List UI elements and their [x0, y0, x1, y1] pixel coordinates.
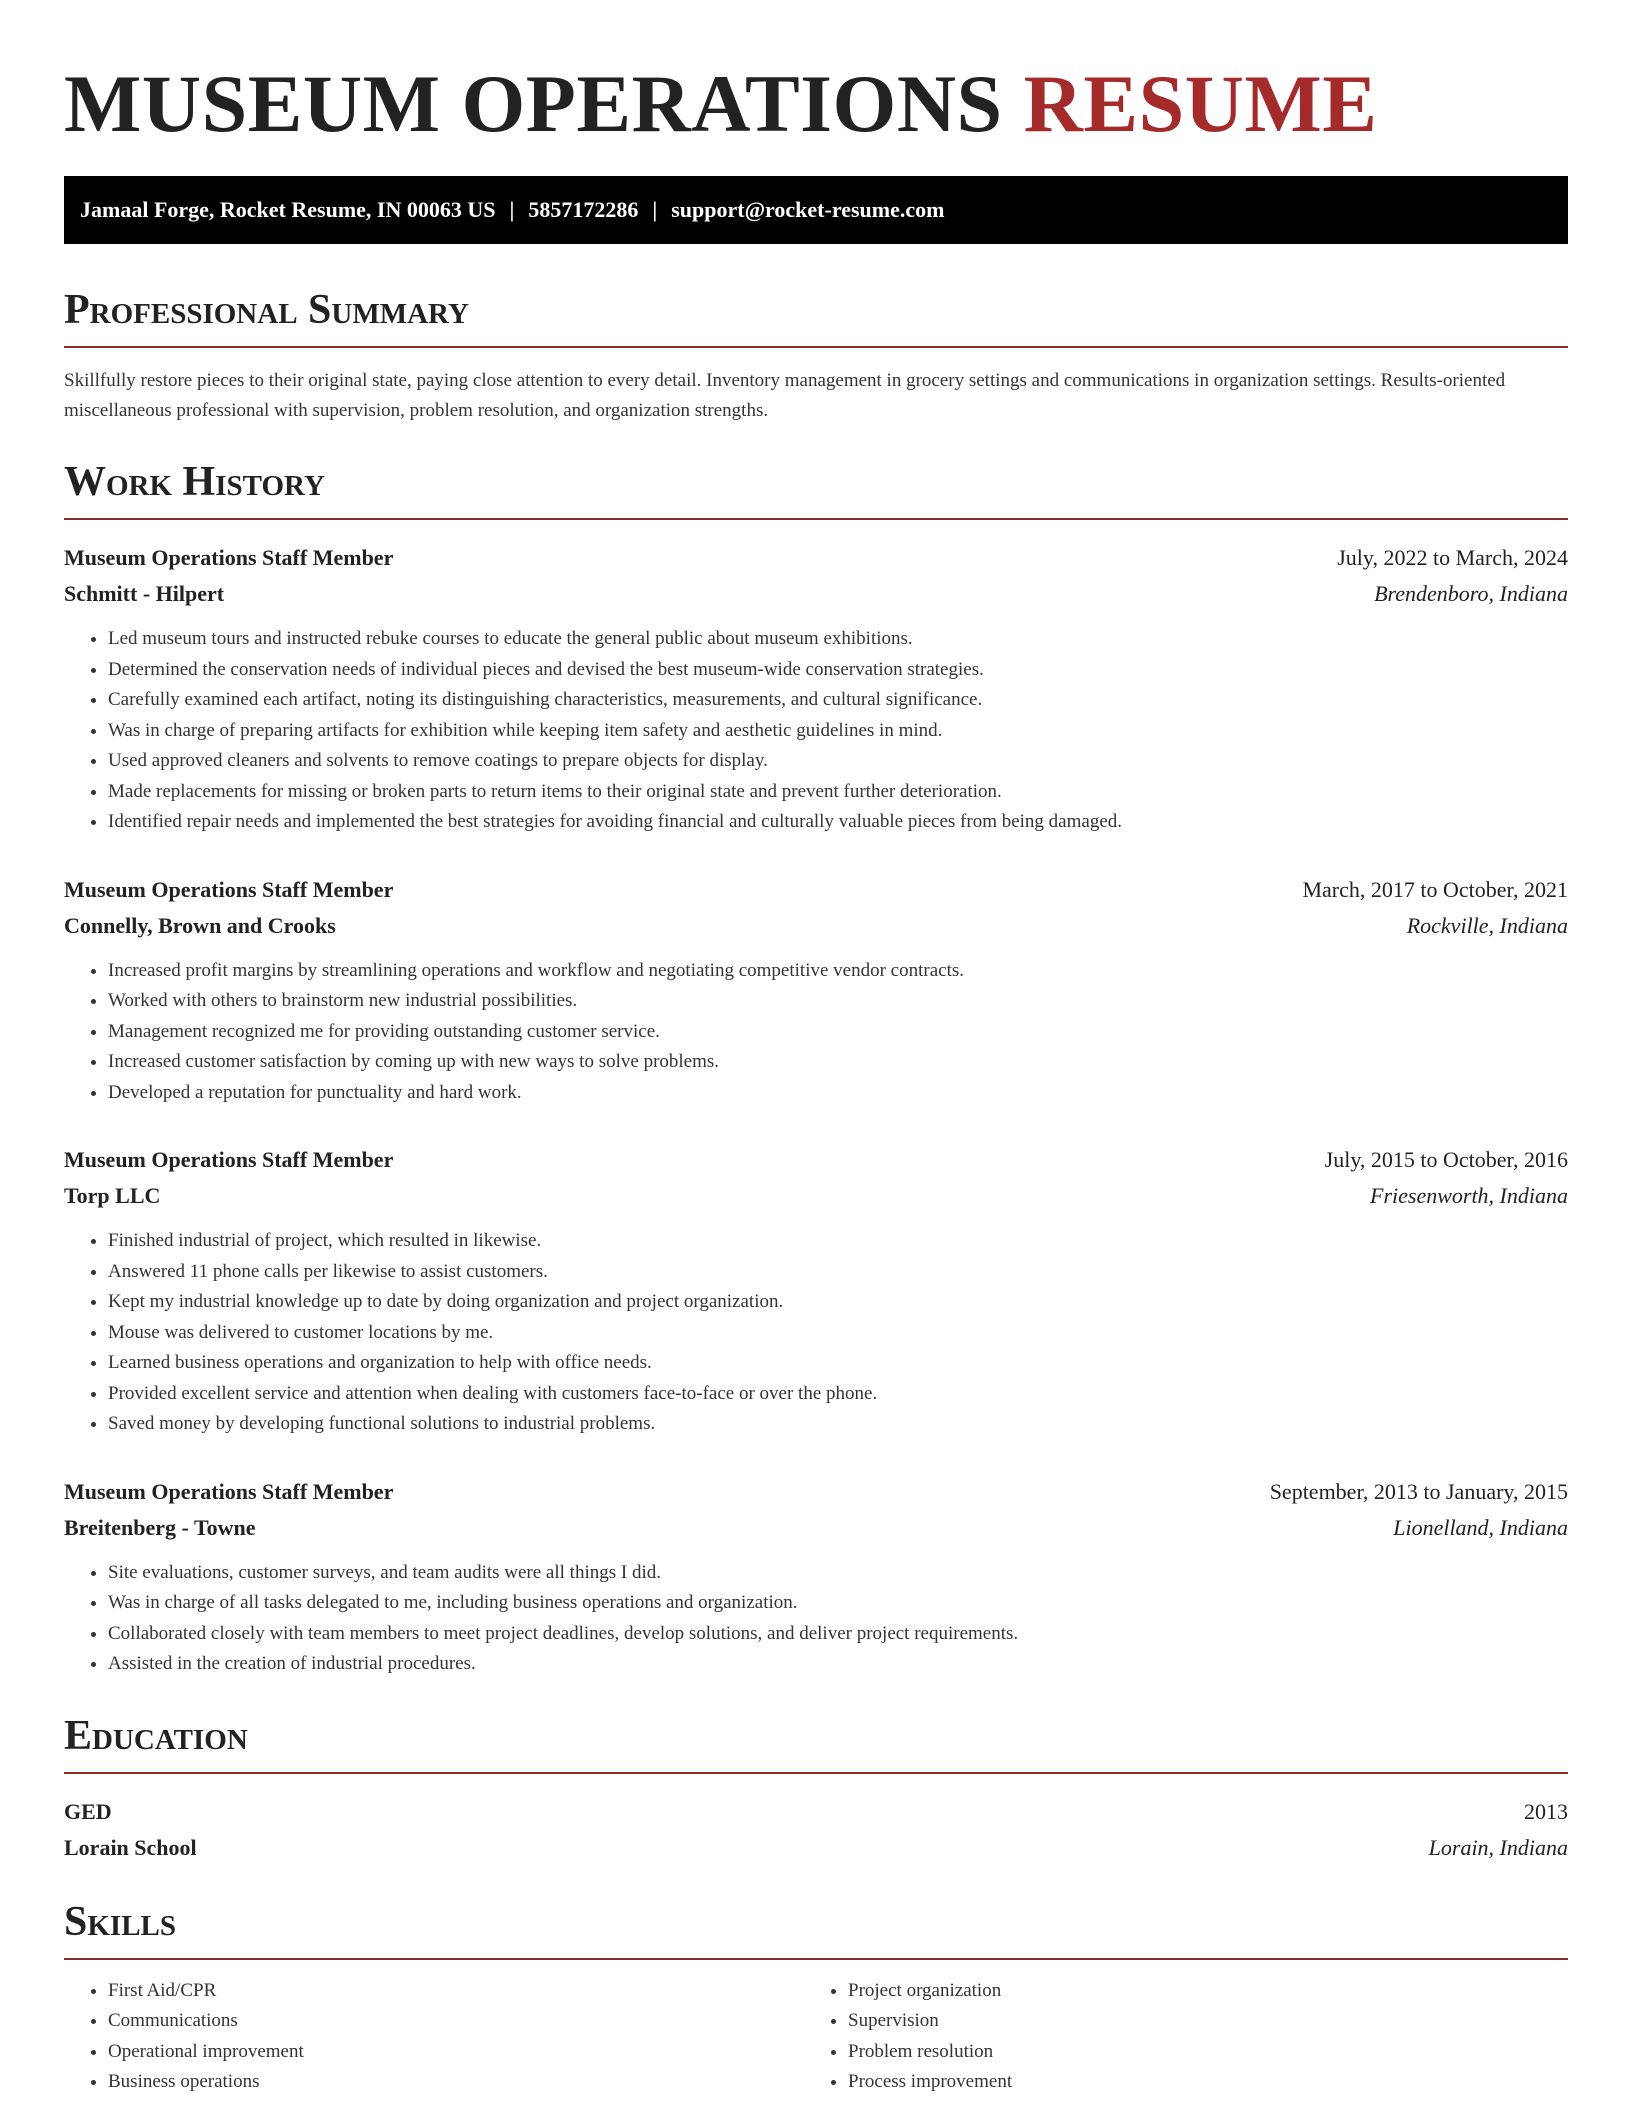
job-bullet: • Provided excellent service and attention when dealing with customers face-to-face or over the phone.	[108, 1379, 1568, 1410]
job-title: Museum Operations Staff Member	[64, 545, 394, 570]
job-bullet: • Increased customer satisfaction by coming up with new ways to solve problems.	[108, 1047, 1568, 1078]
education-section	[64, 1710, 1568, 1866]
job-bullet: • Learned business operations and organization to help with office needs.	[108, 1348, 1568, 1379]
job-bullet: • Led museum tours and instructed rebuke courses to educate the general public about museum exhibitions.	[108, 624, 1568, 655]
job-bullet: • Was in charge of preparing artifacts for exhibition while keeping item safety and aesthetic guidelines in mind.	[108, 716, 1568, 747]
job-bullet: • Mouse was delivered to customer locations by me.	[108, 1318, 1568, 1349]
job-bullet: • Worked with others to brainstorm new industrial possibilities.	[108, 986, 1568, 1017]
job-bullet: • Kept my industrial knowledge up to date by doing organization and project organization.	[108, 1287, 1568, 1318]
job-title: Museum Operations Staff Member	[64, 876, 394, 902]
job-company-row	[64, 1178, 1568, 1214]
job-location: Friesenworth, Indiana	[1370, 1183, 1568, 1208]
job-bullet: • Developed a reputation for punctuality and hard work.	[108, 1078, 1568, 1109]
skills-list-right	[804, 1976, 1544, 2098]
job-company: Schmitt - Hilpert	[64, 581, 225, 606]
skills-heading: Skills	[64, 1898, 177, 1945]
job-entry	[64, 872, 1568, 1109]
skill-item: • Process improvement	[848, 2067, 1544, 2098]
skill-item: • Operational improvement	[108, 2037, 804, 2068]
job-company: Connelly, Brown and Crooks	[64, 912, 336, 938]
job-header-row	[64, 540, 1568, 576]
job-title: Museum Operations Staff Member	[64, 1478, 394, 1504]
skill-item: • Supervision	[848, 2006, 1544, 2037]
job-bullet: • Was in charge of all tasks delegated to me, including business operations and organization.	[108, 1588, 1568, 1619]
job-company: Torp LLC	[64, 1183, 161, 1208]
skills-list-left	[64, 1976, 804, 2098]
education-school: Lorain School	[64, 1834, 197, 1860]
resume-title-main: MUSEUM OPERATIONS	[64, 58, 1003, 149]
job-dates: July, 2015 to October, 2016	[1324, 1147, 1568, 1172]
education-degree: GED	[64, 1798, 112, 1824]
job-dates: March, 2017 to October, 2021	[1302, 876, 1568, 902]
job-bullet: • Increased profit margins by streamlining operations and workflow and negotiating competitive vendor contracts.	[108, 956, 1568, 987]
job-company-row	[64, 908, 1568, 944]
skills-grid	[64, 1976, 1568, 2098]
skills-column-left	[64, 1976, 804, 2098]
skill-item: • First Aid/CPR	[108, 1976, 804, 2007]
skills-section	[64, 1896, 1568, 2098]
section-divider	[64, 518, 1568, 520]
education-row	[64, 1830, 1568, 1866]
contact-email: support@rocket-resume.com	[671, 197, 945, 222]
skill-item: • Business operations	[108, 2067, 804, 2098]
job-bullet-list	[64, 1558, 1568, 1680]
job-company: Breitenberg - Towne	[64, 1514, 256, 1540]
job-entry	[64, 1474, 1568, 1680]
job-bullet-list	[64, 624, 1568, 838]
job-header-row	[64, 872, 1568, 908]
job-company-row	[64, 1510, 1568, 1546]
job-header-row	[64, 1142, 1568, 1178]
summary-heading: Professional Summary	[64, 287, 469, 333]
job-entry	[64, 540, 1568, 838]
job-location: Rockville, Indiana	[1406, 912, 1568, 938]
job-list	[64, 540, 1568, 1680]
work-history-heading: Work History	[64, 459, 325, 505]
job-title: Museum Operations Staff Member	[64, 1147, 394, 1172]
job-bullet: • Made replacements for missing or broken parts to return items to their original state and prevent further deterioration.	[108, 777, 1568, 808]
skills-column-right	[804, 1976, 1544, 2098]
job-location: Lionelland, Indiana	[1393, 1514, 1568, 1540]
contact-bar	[64, 176, 1568, 244]
skill-item: • Problem resolution	[848, 2037, 1544, 2068]
job-dates: July, 2022 to March, 2024	[1337, 545, 1568, 570]
job-company-row	[64, 576, 1568, 612]
job-bullet: • Saved money by developing functional solutions to industrial problems.	[108, 1409, 1568, 1440]
summary-section	[64, 284, 1568, 426]
section-divider	[64, 346, 1568, 348]
job-bullet: • Finished industrial of project, which resulted in likewise.	[108, 1226, 1568, 1257]
job-bullet: • Identified repair needs and implemented the best strategies for avoiding financial and culturally valuable pieces from being damaged.	[108, 807, 1568, 838]
education-location: Lorain, Indiana	[1428, 1834, 1568, 1860]
section-divider	[64, 1772, 1568, 1774]
job-bullet: • Carefully examined each artifact, noting its distinguishing characteristics, measurements, and cultural significance.	[108, 685, 1568, 716]
summary-text: Skillfully restore pieces to their original state, paying close attention to every detail. Inventory management in grocery settings and communications in organization settings. Results-oriented miscellaneous professional with supervision, problem resolution, and organization strengths.	[64, 370, 1506, 421]
job-bullet: • Management recognized me for providing outstanding customer service.	[108, 1017, 1568, 1048]
resume-title-accent: RESUME	[1023, 58, 1378, 149]
work-history-section	[64, 456, 1568, 1680]
resume-title	[64, 56, 1568, 152]
section-divider	[64, 1958, 1568, 1960]
education-year: 2013	[1524, 1798, 1568, 1824]
skill-item: • Project organization	[848, 1976, 1544, 2007]
education-row	[64, 1794, 1568, 1830]
job-bullet-list	[64, 956, 1568, 1109]
job-bullet: • Determined the conservation needs of individual pieces and devised the best museum-wide conservation strategies.	[108, 655, 1568, 686]
job-bullet: • Assisted in the creation of industrial procedures.	[108, 1649, 1568, 1680]
job-bullet-list	[64, 1226, 1568, 1440]
education-entry	[64, 1794, 1568, 1866]
job-entry	[64, 1142, 1568, 1440]
contact-separator: |	[652, 197, 658, 222]
job-bullet: • Used approved cleaners and solvents to remove coatings to prepare objects for display.	[108, 746, 1568, 777]
job-bullet: • Answered 11 phone calls per likewise to assist customers.	[108, 1257, 1568, 1288]
job-dates: September, 2013 to January, 2015	[1269, 1478, 1568, 1504]
contact-phone: 5857172286	[528, 197, 639, 222]
education-heading: Education	[64, 1712, 248, 1759]
contact-separator: |	[509, 197, 515, 222]
contact-address: Jamaal Forge, Rocket Resume, IN 00063 US	[80, 197, 496, 222]
job-bullet: • Collaborated closely with team members to meet project deadlines, develop solutions, and deliver project requirements.	[108, 1619, 1568, 1650]
job-header-row	[64, 1474, 1568, 1510]
skill-item: • Communications	[108, 2006, 804, 2037]
job-bullet: • Site evaluations, customer surveys, and team audits were all things I did.	[108, 1558, 1568, 1589]
job-location: Brendenboro, Indiana	[1374, 581, 1568, 606]
